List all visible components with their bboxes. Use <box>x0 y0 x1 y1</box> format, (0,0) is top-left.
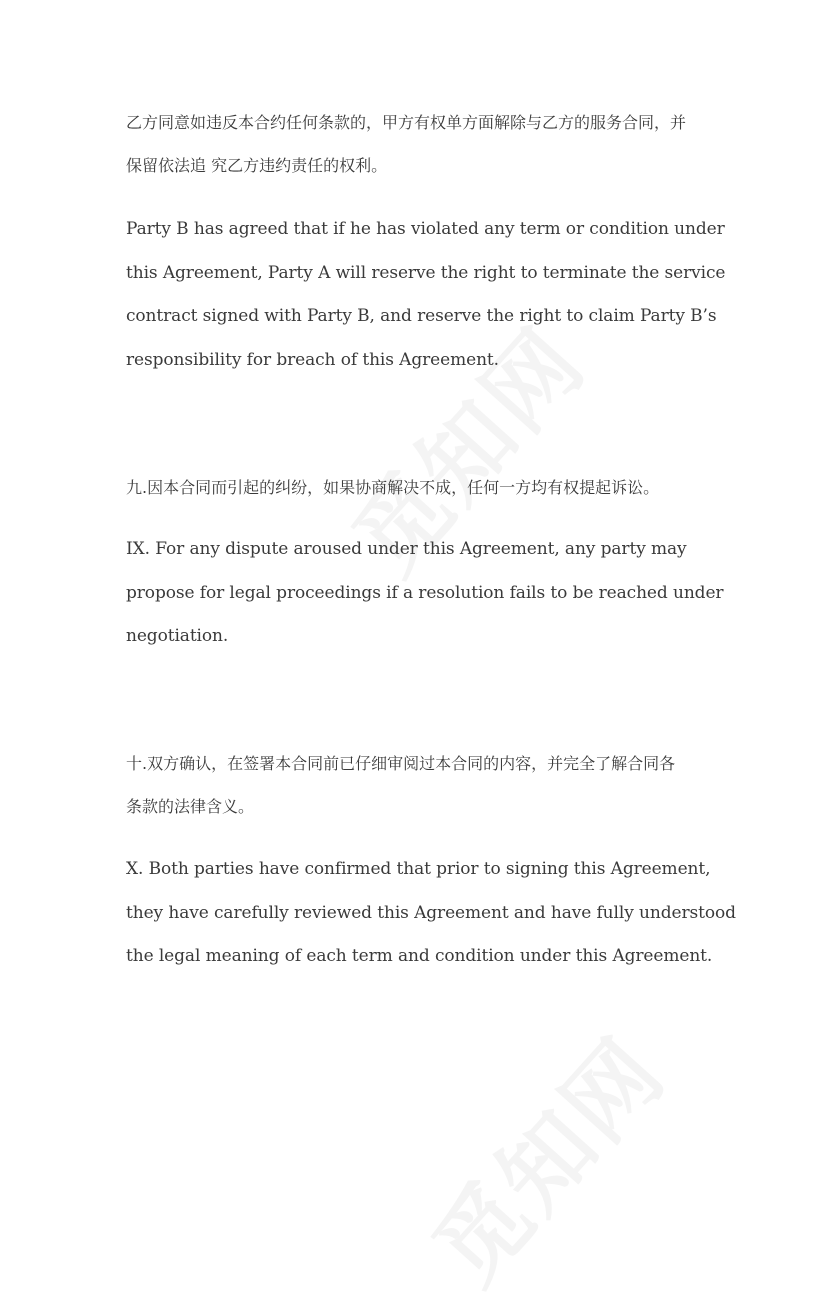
text-line: negotiation. <box>126 626 229 646</box>
text-line: 九.因本合同而引起的纠纷，如果协商解决不成，任何一方均有权提起诉讼。 <box>126 478 660 497</box>
text-line: contract signed with Party B, and reserve the right to claim Party B’s <box>126 306 717 326</box>
watermark <box>399 1005 690 1307</box>
clause-9-english-paragraph <box>126 528 724 659</box>
clause-9-chinese-paragraph <box>126 466 716 509</box>
text-line: the legal meaning of each term and condition under this Agreement. <box>126 946 713 966</box>
text-line: responsibility for breach of this Agreement. <box>126 349 499 370</box>
text-line: this Agreement, Party A will reserve the right to terminate the service <box>126 262 726 283</box>
text-line: 十.双方确认，在签署本合同前已仔细审阅过本合同的内容，并完全了解合同各 <box>126 754 676 773</box>
clause-10-english-paragraph <box>126 848 736 979</box>
text-line: 乙方同意如违反本合约任何条款的，甲方有权单方面解除与乙方的服务合同，并 <box>126 113 687 132</box>
clause-8-english-paragraph <box>126 208 726 382</box>
clause-10-chinese-paragraph <box>126 742 716 828</box>
clause-8-chinese-paragraph <box>126 101 716 187</box>
text-line: 保留依法追 究乙方违约责任的权利。 <box>126 156 388 175</box>
text-line: X. Both parties have confirmed that prior to signing this Agreement, <box>126 859 711 879</box>
text-line: 条款的法律含义。 <box>126 797 255 816</box>
text-line: propose for legal proceedings if a resolution fails to be reached under <box>126 582 724 603</box>
text-line: IX. For any dispute aroused under this Agreement, any party may <box>126 539 687 559</box>
text-line: Party B has agreed that if he has violated any term or condition under <box>126 219 725 239</box>
text-line: they have carefully reviewed this Agreement and have fully understood <box>126 902 736 923</box>
